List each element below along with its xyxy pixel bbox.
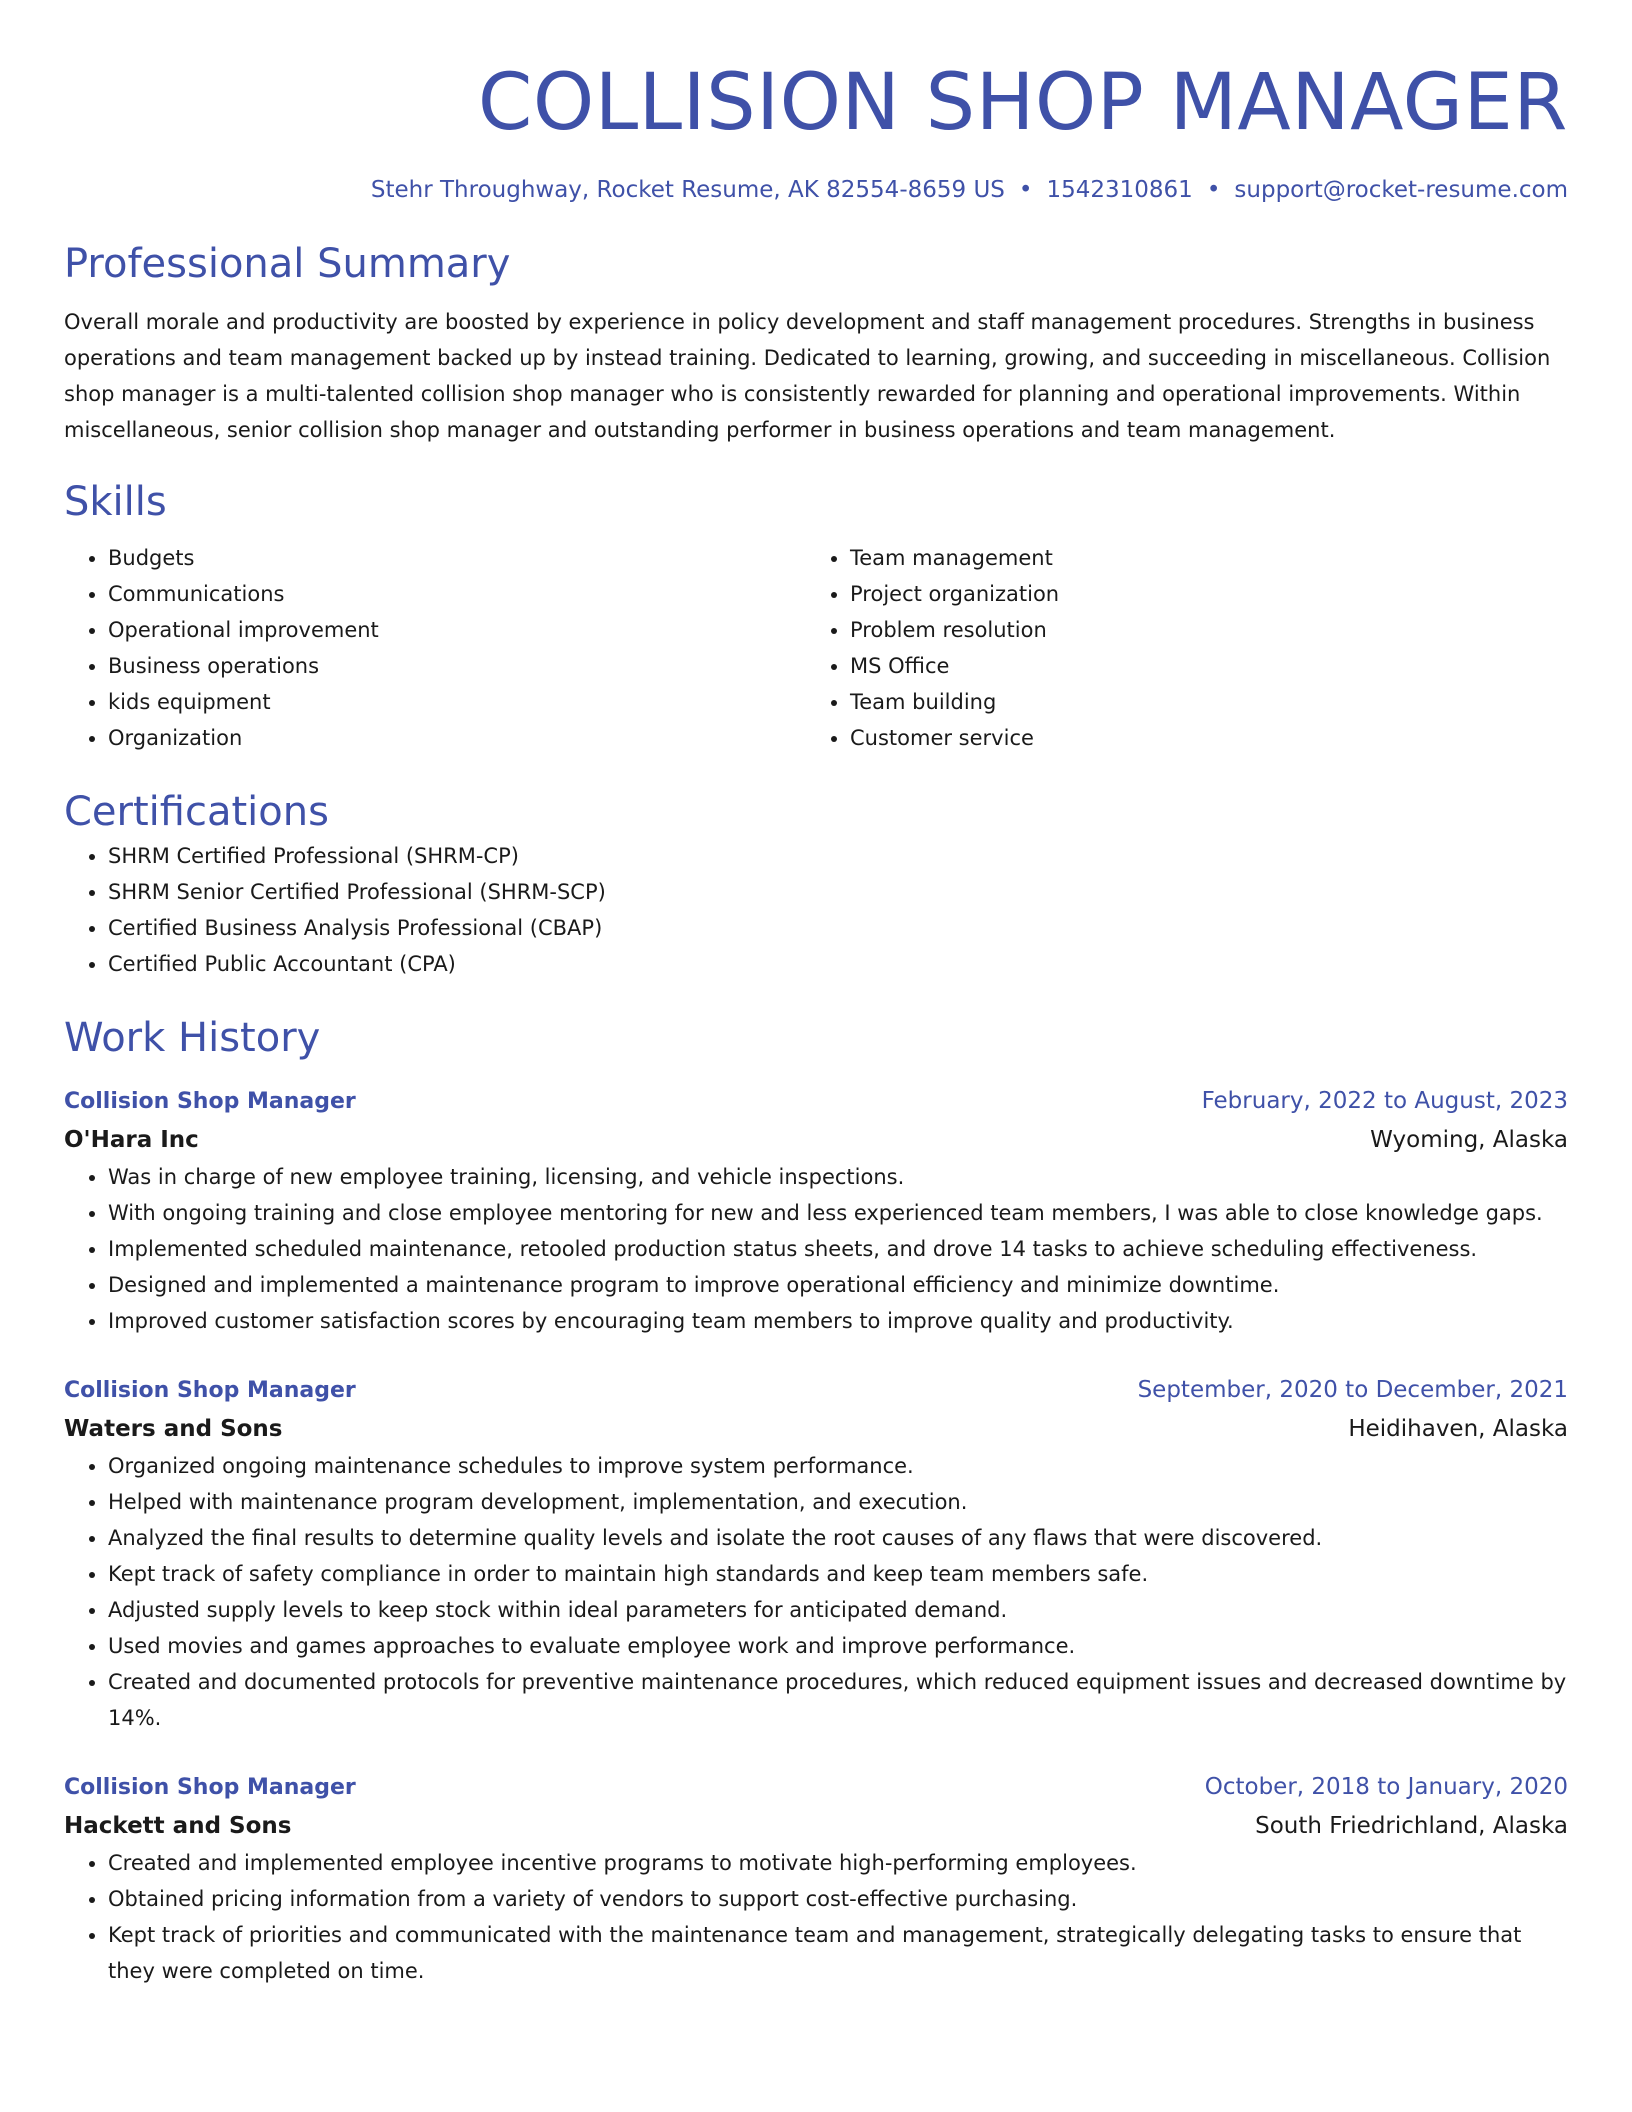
job-dates: February, 2022 to August, 2023: [1201, 1088, 1568, 1114]
skills-column-left: [64, 540, 806, 756]
job-bullet: • Created and implemented employee incentive programs to motivate high-performing employees.: [108, 1845, 1568, 1881]
job-company-row: [64, 1121, 1568, 1159]
job-bullet: • Was in charge of new employee training, licensing, and vehicle inspections.: [108, 1159, 1568, 1195]
certification-item: • Certified Business Analysis Professional (CBAP): [108, 910, 1568, 946]
job-location: Heidihaven, Alaska: [1348, 1416, 1568, 1442]
job-title: Collision Shop Manager: [64, 1089, 356, 1114]
job-bullet: • Analyzed the final results to determine quality levels and isolate the root causes of any flaws that were discovered.: [108, 1520, 1568, 1556]
job-bullets: [64, 1448, 1568, 1736]
skill-item: • Team building: [850, 684, 1568, 720]
section-title-work-history: Work History: [64, 1015, 321, 1061]
job-bullet: • Kept track of safety compliance in order to maintain high standards and keep team members safe.: [108, 1556, 1568, 1592]
job-dates: September, 2020 to December, 2021: [1137, 1377, 1568, 1403]
job-bullet: • Created and documented protocols for preventive maintenance procedures, which reduced equipment issues and decreased downtime by 14%.: [108, 1664, 1568, 1736]
resume-header: [64, 0, 1568, 206]
certification-item: • Certified Public Accountant (CPA): [108, 946, 1568, 982]
resume-page: [64, 0, 1568, 2112]
skill-item: • Operational improvement: [108, 612, 806, 648]
section-title-certifications: Certifications: [64, 789, 329, 835]
contact-separator: •: [1018, 177, 1033, 203]
skill-item: • MS Office: [850, 648, 1568, 684]
job-title: Collision Shop Manager: [64, 1775, 356, 1800]
skills-list-left: [64, 540, 806, 756]
summary-text: Overall morale and productivity are boosted by experience in policy development and staff management procedures. Strengths in business operations and team management backed up by instead training. Dedicated to learning, growing, and succeeding in miscellaneous. Collision shop manager is a multi-talented collision shop manager who is consistently rewarded for planning and operational improvements. Within miscellaneous, senior collision shop manager and outstanding performer in business operations and team management.: [64, 310, 1551, 442]
contact-line: [64, 174, 1568, 206]
skill-item: • Customer service: [850, 720, 1568, 756]
job-entry: [64, 1371, 1568, 1736]
skills-list-right: [806, 540, 1568, 756]
job-bullet: • Implemented scheduled maintenance, retooled production status sheets, and drove 14 tasks to achieve scheduling effectiveness.: [108, 1231, 1568, 1267]
job-company: O'Hara Inc: [64, 1127, 199, 1153]
skills-column-right: [806, 540, 1568, 756]
skill-item: • Team management: [850, 540, 1568, 576]
job-location: South Friedrichland, Alaska: [1255, 1813, 1568, 1839]
job-header-row: [64, 1082, 1568, 1121]
section-title-skills: Skills: [64, 479, 167, 525]
job-bullet: • Adjusted supply levels to keep stock within ideal parameters for anticipated demand.: [108, 1592, 1568, 1628]
job-company-row: [64, 1410, 1568, 1448]
job-location: Wyoming, Alaska: [1370, 1127, 1568, 1153]
skills-grid: [64, 540, 1568, 756]
skill-item: • Problem resolution: [850, 612, 1568, 648]
skill-item: • Budgets: [108, 540, 806, 576]
job-company: Waters and Sons: [64, 1416, 283, 1442]
job-bullet: • Helped with maintenance program development, implementation, and execution.: [108, 1484, 1568, 1520]
section-title-summary: Professional Summary: [64, 241, 511, 287]
skill-item: • Project organization: [850, 576, 1568, 612]
job-header-row: [64, 1371, 1568, 1410]
skill-item: • kids equipment: [108, 684, 806, 720]
skill-item: • Communications: [108, 576, 806, 612]
contact-phone: 1542310861: [1046, 177, 1193, 203]
job-title: Collision Shop Manager: [64, 1378, 356, 1403]
certification-item: • SHRM Senior Certified Professional (SHRM-SCP): [108, 874, 1568, 910]
job-header-row: [64, 1768, 1568, 1807]
job-bullet: • Improved customer satisfaction scores by encouraging team members to improve quality and productivity.: [108, 1303, 1568, 1339]
candidate-name: COLLISION SHOP MANAGER: [477, 58, 1568, 148]
job-bullets: [64, 1845, 1568, 1989]
skill-item: • Organization: [108, 720, 806, 756]
job-entry: [64, 1768, 1568, 1989]
certification-item: • SHRM Certified Professional (SHRM-CP): [108, 838, 1568, 874]
job-entry: [64, 1082, 1568, 1339]
job-bullet: • With ongoing training and close employee mentoring for new and less experienced team members, I was able to close knowledge gaps.: [108, 1195, 1568, 1231]
contact-email[interactable]: support@rocket-resume.com: [1234, 177, 1568, 203]
job-bullet: • Used movies and games approaches to evaluate employee work and improve performance.: [108, 1628, 1568, 1664]
certifications-list: [64, 838, 1568, 982]
contact-address: Stehr Throughway, Rocket Resume, AK 82554-8659 US: [370, 177, 1005, 203]
contact-separator: •: [1206, 177, 1221, 203]
job-dates: October, 2018 to January, 2020: [1204, 1774, 1568, 1800]
skill-item: • Business operations: [108, 648, 806, 684]
job-company: Hackett and Sons: [64, 1813, 292, 1839]
job-bullet: • Designed and implemented a maintenance program to improve operational efficiency and minimize downtime.: [108, 1267, 1568, 1303]
job-bullet: • Organized ongoing maintenance schedules to improve system performance.: [108, 1448, 1568, 1484]
job-company-row: [64, 1807, 1568, 1845]
job-bullets: [64, 1159, 1568, 1339]
job-bullet: • Kept track of priorities and communicated with the maintenance team and management, strategically delegating tasks to ensure that they were completed on time.: [108, 1917, 1568, 1989]
job-bullet: • Obtained pricing information from a variety of vendors to support cost-effective purchasing.: [108, 1881, 1568, 1917]
